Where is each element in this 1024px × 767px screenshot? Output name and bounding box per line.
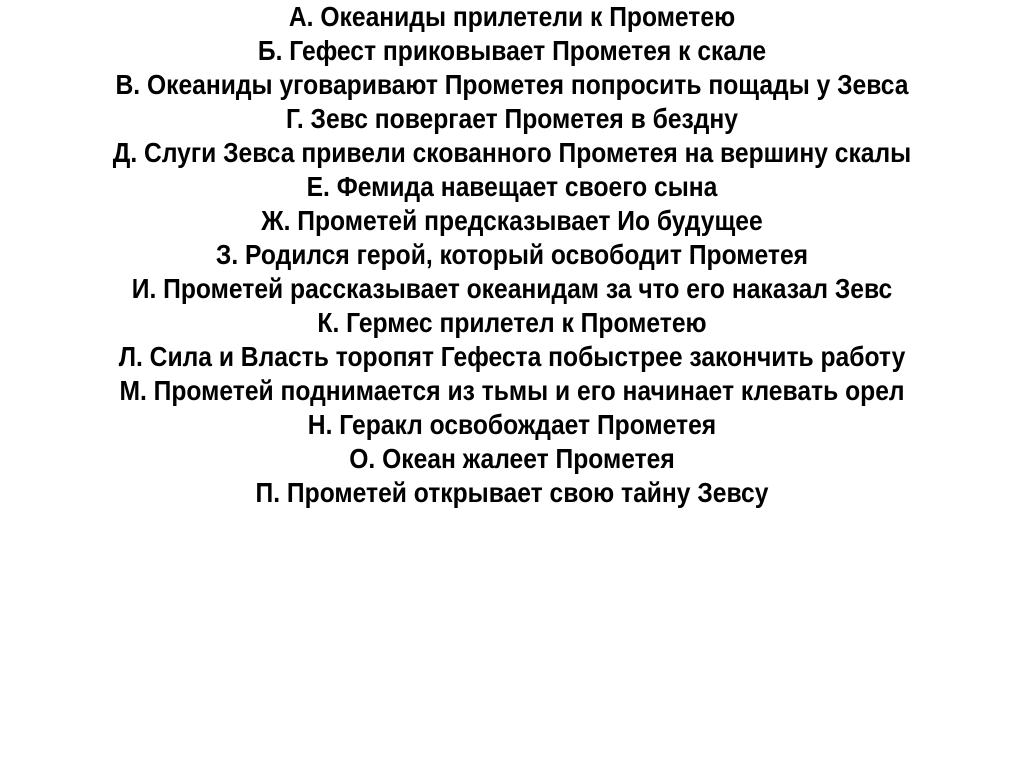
list-item: М. Прометей поднимается из тьмы и его начинает клевать орел xyxy=(119,375,905,406)
list-item: Б. Гефест приковывает Прометея к скале xyxy=(257,35,767,66)
slide-text-list xyxy=(90,0,935,510)
list-item: З. Родился герой, который освободит Прометея xyxy=(215,239,809,270)
list-item: Г. Зевс повергает Прометея в бездну xyxy=(285,103,739,134)
list-item: Н. Геракл освобождает Прометея xyxy=(307,409,717,440)
list-item: Ж. Прометей предсказывает Ио будущее xyxy=(261,205,763,236)
list-item: К. Гермес прилетел к Прометею xyxy=(317,307,707,338)
list-item: О. Океан жалеет Прометея xyxy=(349,443,675,474)
list-item: И. Прометей рассказывает океанидам за что его наказал Зевс xyxy=(131,273,893,304)
list-item: Е. Фемида навещает своего сына xyxy=(306,171,718,202)
list-item: Л. Сила и Власть торопят Гефеста побыстрее закончить работу xyxy=(118,341,906,372)
list-item: П. Прометей открывает свою тайну Зевсу xyxy=(255,477,769,508)
list-item: Д. Слуги Зевса привели скованного Прометея на вершину скалы xyxy=(112,137,912,168)
list-item: В. Океаниды уговаривают Прометея попросить пощады у Зевса xyxy=(115,69,909,100)
list-item: А. Океаниды прилетели к Прометею xyxy=(288,1,736,32)
